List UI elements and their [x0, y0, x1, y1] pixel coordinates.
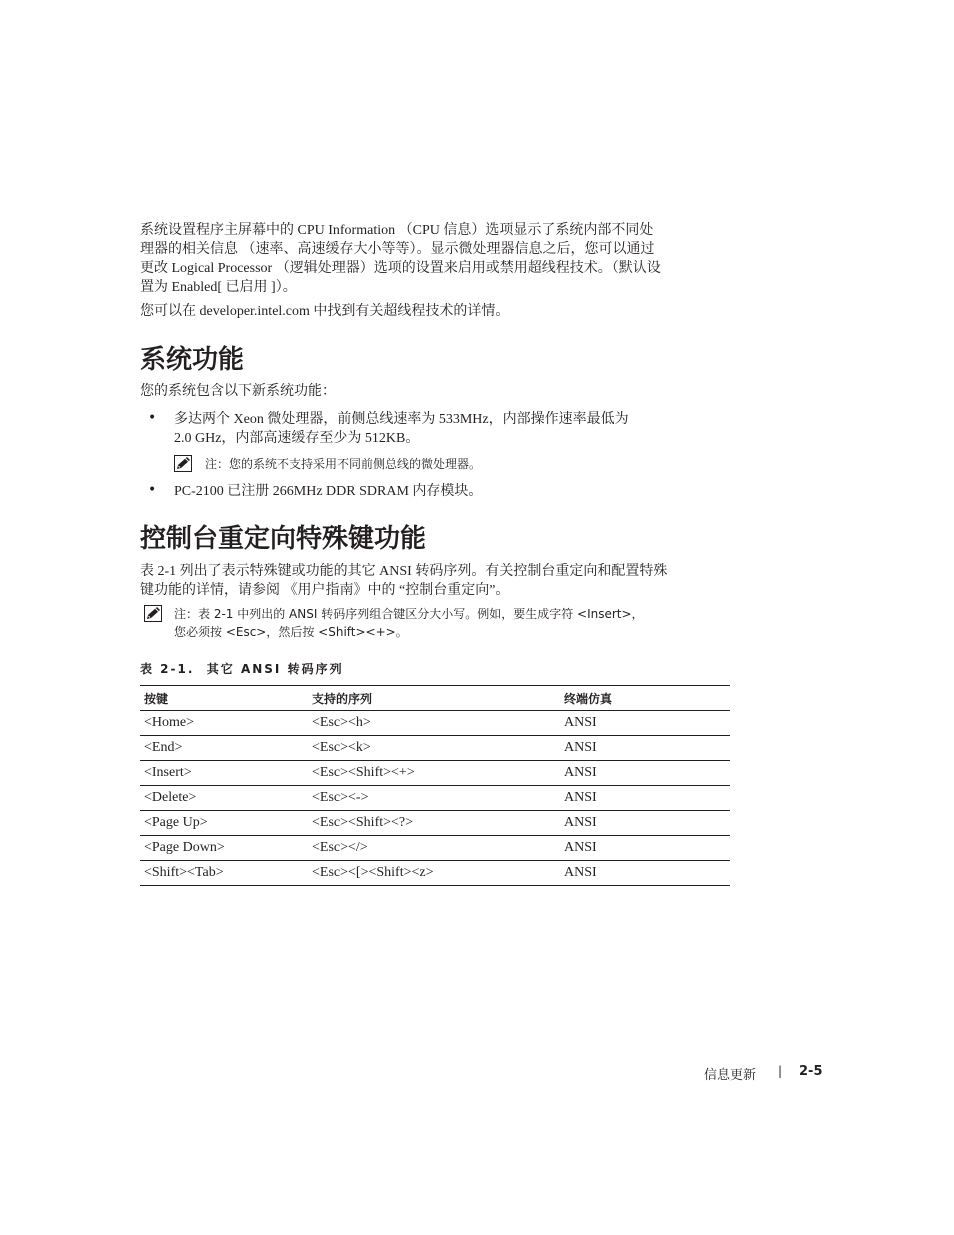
column-header-key: 按键 — [140, 686, 308, 711]
table-cell: <Esc><-> — [308, 786, 560, 811]
footer-section-title: 信息更新 — [704, 1068, 757, 1083]
page-number: 2-5 — [799, 1064, 823, 1079]
note-text: 注：您的系统不支持采用不同前侧总线的微处理器。 — [205, 457, 482, 471]
table-caption: 表 2-1. 其它 ANSI 转码序列 — [140, 662, 344, 676]
table-cell: ANSI — [560, 836, 730, 861]
table-row — [140, 811, 730, 836]
section2-paragraph: 表 2-1 列出了表示特殊键或功能的其它 ANSI 转码序列。有关控制台重定向和配置特殊 键功能的详情，请参阅 《用户指南》中的 “控制台重定向”。 — [140, 564, 668, 598]
table-cell: ANSI — [560, 786, 730, 811]
pencil-note-icon — [144, 605, 162, 626]
bullet-marker: • — [148, 482, 157, 498]
table-row — [140, 711, 730, 736]
intro-paragraph — [140, 221, 740, 297]
table-cell: ANSI — [560, 711, 730, 736]
table-cell: <Esc><Shift><+> — [308, 761, 560, 786]
column-header-sequence: 支持的序列 — [308, 686, 560, 711]
pencil-note-icon — [174, 455, 192, 476]
intro-line: 系统设置程序主屏幕中的 CPU Information （CPU 信息）选项显示了系统内部不同处 — [140, 223, 654, 238]
table-cell: <Esc><[><Shift><z> — [308, 861, 560, 886]
section1-intro: 您的系统包含以下新系统功能： — [140, 384, 336, 399]
table-row — [140, 786, 730, 811]
table-cell: <Esc><k> — [308, 736, 560, 761]
table-cell: <End> — [140, 736, 308, 761]
ansi-escape-sequence-table — [140, 685, 730, 886]
table-row — [140, 736, 730, 761]
table-header-row — [140, 686, 730, 711]
bullet-marker: • — [148, 410, 157, 426]
table-cell: ANSI — [560, 861, 730, 886]
table-row — [140, 836, 730, 861]
table-cell: <Page Up> — [140, 811, 308, 836]
table-cell: <Delete> — [140, 786, 308, 811]
section-heading-console-redirection: 控制台重定向特殊键功能 — [140, 524, 427, 554]
bullet-item: PC-2100 已注册 266MHz DDR SDRAM 内存模块。 — [174, 484, 483, 499]
table-cell: <Page Down> — [140, 836, 308, 861]
table-cell: <Shift><Tab> — [140, 861, 308, 886]
note-text: 注：表 2-1 中列出的 ANSI 转码序列组合键区分大小写。例如，要生成字符 <Insert>， 您必须按 <Esc>，然后按 <Shift><+>。 — [174, 607, 644, 639]
table-cell: ANSI — [560, 811, 730, 836]
table-cell: <Esc><Shift><?> — [308, 811, 560, 836]
column-header-terminal: 终端仿真 — [560, 686, 730, 711]
table-row — [140, 861, 730, 886]
intro-line: 更改 Logical Processor （逻辑处理器）选项的设置来启用或禁用超线程技术。（默认设 — [140, 261, 661, 276]
table-cell: <Esc><h> — [308, 711, 560, 736]
intro-line: 置为 Enabled[ 已启用 ]）。 — [140, 280, 297, 295]
table-cell: <Esc></> — [308, 836, 560, 861]
table-cell: ANSI — [560, 761, 730, 786]
table-cell: <Home> — [140, 711, 308, 736]
table-cell: <Insert> — [140, 761, 308, 786]
table-row — [140, 761, 730, 786]
footer-separator: | — [778, 1064, 783, 1078]
section-heading-system-features: 系统功能 — [140, 345, 245, 375]
intro-line: 理器的相关信息 （速率、高速缓存大小等等）。显示微处理器信息之后，您可以通过 — [140, 242, 655, 257]
developer-link-line: 您可以在 developer.intel.com 中找到有关超线程技术的详情。 — [140, 304, 510, 319]
table-cell: ANSI — [560, 736, 730, 761]
bullet-item: 多达两个 Xeon 微处理器，前侧总线速率为 533MHz，内部操作速率最低为 2.0 GHz，内部高速缓存至少为 512KB。 — [174, 412, 629, 446]
